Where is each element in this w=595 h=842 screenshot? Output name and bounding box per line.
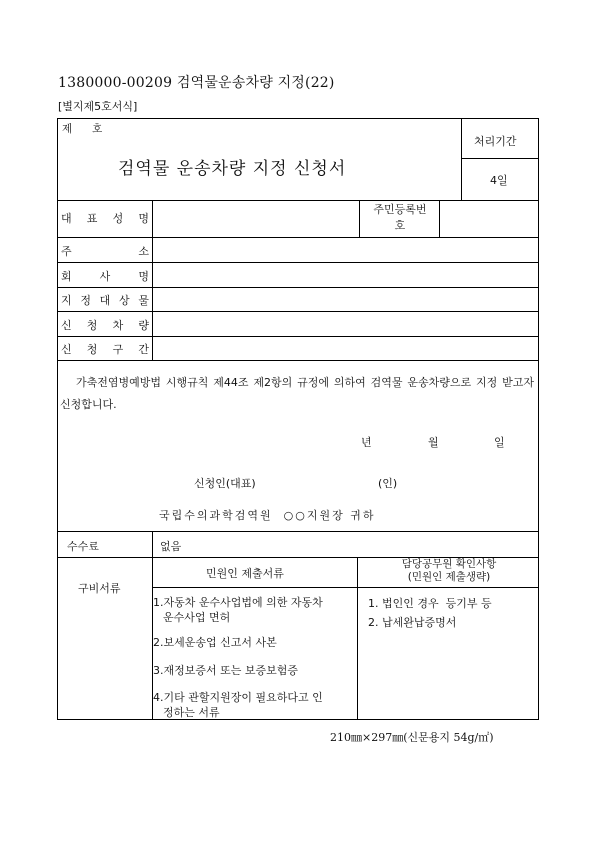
documents-label: 구비서류 bbox=[78, 582, 121, 595]
applicant-documents-header: 민원인 제출서류 bbox=[206, 567, 284, 580]
form-frame bbox=[57, 118, 539, 720]
representative-name-label: 대 표 성 명 bbox=[61, 212, 149, 225]
date-year-label: 년 bbox=[361, 436, 372, 449]
official-check-item: 2. 납세완납증명서 bbox=[368, 616, 457, 629]
applied-section-label: 신 청 구 간 bbox=[61, 343, 149, 356]
applicant-seal: (인) bbox=[378, 477, 398, 490]
applicant-document-item: 1.자동차 운수사업법에 의한 자동차 운수사업 면허 bbox=[153, 596, 323, 624]
applicant-label: 신청인(대표) bbox=[194, 477, 256, 490]
applicant-document-item: 2.보세운송업 신고서 사본 bbox=[153, 636, 277, 649]
resident-number-label: 주민등록번 호 bbox=[373, 203, 427, 232]
form-id: 1380000-00209 검역물운송차량 지정(22) bbox=[58, 75, 335, 91]
date-day-label: 일 bbox=[494, 436, 505, 449]
document-number-label: 제 호 bbox=[62, 123, 103, 135]
fee-value: 없음 bbox=[160, 540, 182, 553]
company-name-label: 회 사 명 bbox=[61, 270, 149, 283]
official-check-item: 1. 법인인 경우 등기부 등 bbox=[368, 597, 492, 610]
recipient-line: 국립수의과학검역원 ○○지원장 귀하 bbox=[159, 509, 376, 522]
fee-label: 수수료 bbox=[67, 540, 99, 553]
annex-label: [별지제5호서식] bbox=[58, 100, 138, 113]
applicant-document-item: 4.기타 관할지원장이 필요하다고 인 정하는 서류 bbox=[153, 691, 323, 719]
paper-spec: 210㎜×297㎜(신문용지 54g/㎡) bbox=[330, 731, 494, 744]
designated-items-label: 지 정 대 상 물 bbox=[61, 294, 149, 307]
applicant-document-item: 3.재정보증서 또는 보증보험증 bbox=[153, 664, 298, 677]
applied-vehicle-label: 신 청 차 량 bbox=[61, 319, 149, 332]
official-check-header: 담당공무원 확인사항 (민원인 제출생략) bbox=[401, 558, 497, 583]
address-label: 주 소 bbox=[61, 245, 149, 258]
processing-period-value: 4일 bbox=[490, 174, 508, 187]
processing-period-label: 처리기간 bbox=[474, 135, 517, 148]
date-month-label: 월 bbox=[428, 436, 439, 449]
form-title: 검역물 운송차량 지정 신청서 bbox=[118, 159, 347, 179]
application-statement: 가축전염병예방법 시행규칙 제44조 제2항의 규정에 의하여 검역물 운송차량으로 지정 받고자 신청합니다. bbox=[60, 376, 534, 411]
